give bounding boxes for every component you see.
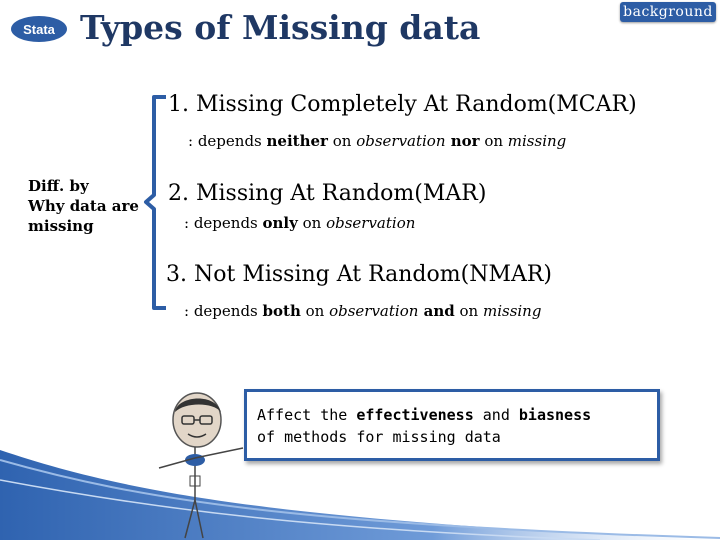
logo-text: Stata (23, 22, 55, 37)
text-run: Affect the (257, 406, 357, 424)
callout-box (244, 389, 660, 461)
text-run: and (418, 302, 455, 320)
text-run: on (297, 214, 327, 232)
item-heading-nmar: 3. Not Missing At Random(NMAR) (166, 262, 553, 287)
text-run: on (479, 132, 508, 150)
item-heading-mar: 2. Missing At Random(MAR) (168, 181, 487, 206)
text-run: biasness (518, 406, 592, 424)
item-heading-mcar: 1. Missing Completely At Random(MCAR) (168, 92, 637, 117)
text-run: : depends (184, 302, 263, 320)
side-label-line: Diff. by (28, 177, 89, 195)
text-run: : depends (188, 132, 267, 150)
text-run: observation (329, 302, 419, 320)
side-label (28, 176, 140, 236)
text-run: : depends (184, 214, 263, 232)
item-desc-nmar (184, 302, 541, 320)
text-run: only (262, 214, 298, 232)
text-run: on (300, 302, 330, 320)
text-run: observation (356, 132, 446, 150)
text-run: observation (326, 214, 416, 232)
decorative-swoosh (0, 450, 720, 540)
text-run: both (262, 302, 301, 320)
text-run: missing (482, 302, 542, 320)
text-run: nor (445, 132, 480, 150)
callout-line-1 (257, 404, 657, 426)
callout-line-2 (257, 426, 657, 448)
item-desc-mcar (188, 132, 566, 150)
text-run: missing (507, 132, 567, 150)
text-run: on (454, 302, 483, 320)
side-label-line: missing (28, 217, 94, 235)
text-run: and (473, 406, 519, 424)
page-title: Types of Missing data (80, 8, 481, 47)
background-button[interactable]: background (620, 2, 716, 22)
text-run: neither (266, 132, 328, 150)
side-label-line: Why data are (28, 197, 139, 215)
stata-logo (10, 14, 68, 44)
item-desc-mar (184, 214, 415, 232)
presenter-cartoon-icon (155, 390, 245, 540)
text-run: of methods for missing data (257, 428, 501, 446)
text-run: on (327, 132, 357, 150)
text-run: effectiveness (356, 406, 474, 424)
